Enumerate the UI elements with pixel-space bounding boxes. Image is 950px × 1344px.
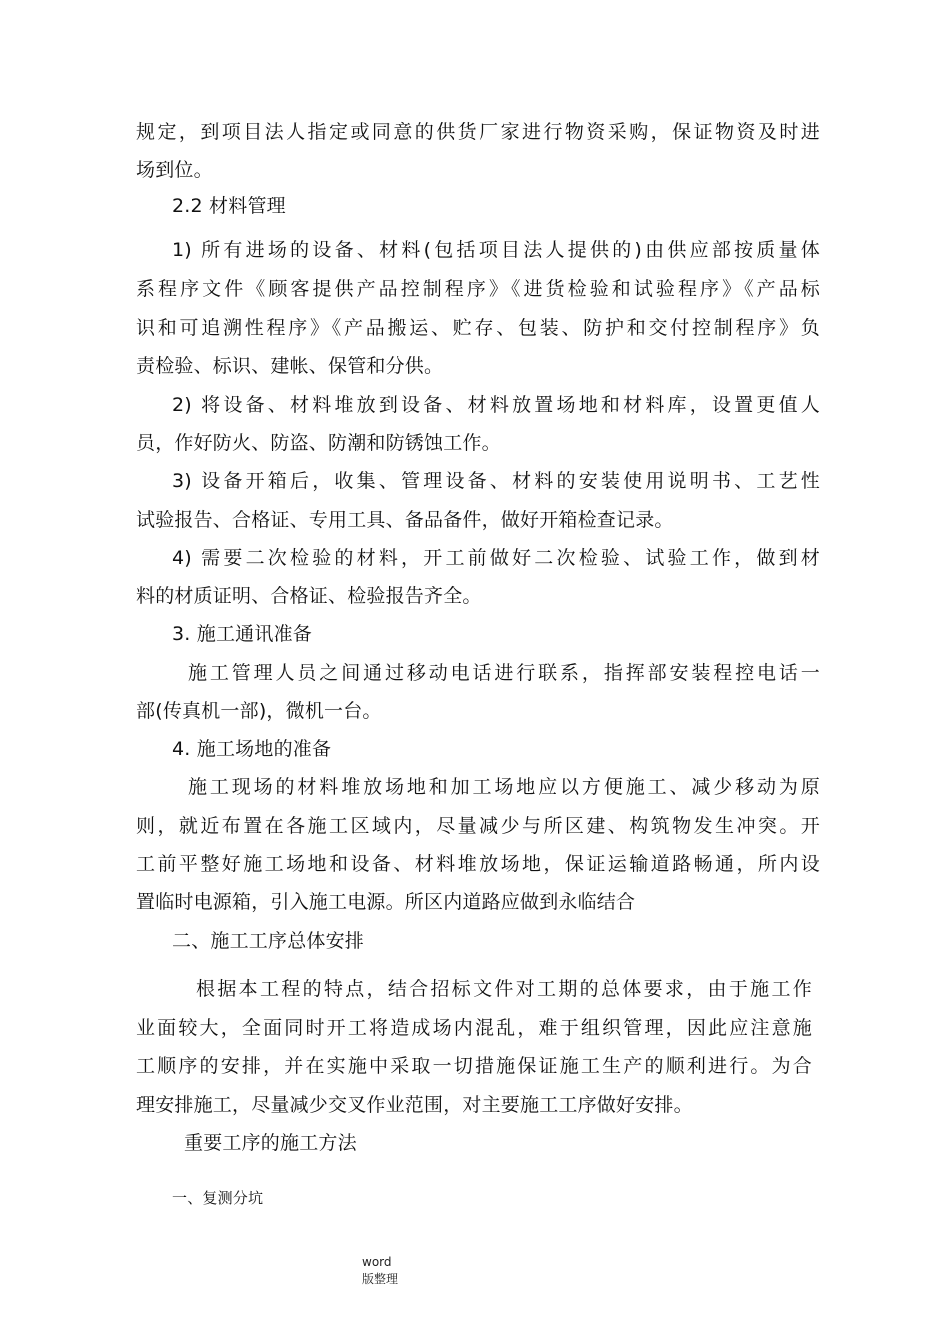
- paragraph-line: 规定，到项目法人指定或同意的供货厂家进行物资采购，保证物资及时进: [136, 121, 820, 143]
- section-heading: 2.2 材料管理: [172, 195, 286, 217]
- paragraph-line: 置临时电源箱，引入施工电源。所区内道路应做到永临结合: [136, 891, 636, 913]
- paragraph-line: 4) 需要二次检验的材料，开工前做好二次检验、试验工作，做到材: [172, 547, 820, 569]
- section-heading: 重要工序的施工方法: [184, 1132, 357, 1154]
- paragraph-line: 系程序文件《顾客提供产品控制程序》《进货检验和试验程序》《产品标: [136, 278, 820, 300]
- section-heading: 一、复测分坑: [172, 1189, 264, 1207]
- paragraph-line: 2) 将设备、材料堆放到设备、材料放置场地和材料库，设置更值人: [172, 394, 820, 416]
- paragraph-line: 施工现场的材料堆放场地和加工场地应以方便施工、减少移动为原: [188, 776, 820, 798]
- section-heading: 4. 施工场地的准备: [172, 738, 332, 760]
- paragraph-line: 料的材质证明、合格证、检验报告齐全。: [136, 585, 482, 607]
- paragraph-line: 场到位。: [136, 159, 213, 181]
- section-heading: 二、施工工序总体安排: [172, 930, 365, 952]
- paragraph-line: 试验报告、合格证、专用工具、备品备件，做好开箱检查记录。: [136, 509, 674, 531]
- paragraph-line: 则，就近布置在各施工区域内，尽量减少与所区建、构筑物发生冲突。开: [136, 815, 820, 837]
- footer-line: word: [362, 1255, 392, 1269]
- paragraph-line: 3) 设备开箱后，收集、管理设备、材料的安装使用说明书、工艺性: [172, 470, 820, 492]
- paragraph-line: 1) 所有进场的设备、材料(包括项目法人提供的)由供应部按质量体: [172, 239, 820, 261]
- paragraph-line: 员，作好防火、防盗、防潮和防锈蚀工作。: [136, 432, 501, 454]
- paragraph-line: 工顺序的安排，并在实施中采取一切措施保证施工生产的顺利进行。为合: [136, 1055, 812, 1077]
- paragraph-line: 施工管理人员之间通过移动电话进行联系，指挥部安装程控电话一: [188, 662, 820, 684]
- paragraph-line: 责检验、标识、建帐、保管和分供。: [136, 355, 444, 377]
- paragraph-line: 识和可追溯性程序》《产品搬运、贮存、包装、防护和交付控制程序》负: [136, 317, 820, 339]
- paragraph-line: 理安排施工，尽量减少交叉作业范围，对主要施工工序做好安排。: [136, 1094, 693, 1116]
- section-heading: 3. 施工通讯准备: [172, 623, 312, 645]
- paragraph-line: 业面较大，全面同时开工将造成场内混乱，难于组织管理，因此应注意施: [136, 1017, 812, 1039]
- paragraph-line: 部(传真机一部)，微机一台。: [136, 700, 382, 722]
- footer-line: 版整理: [362, 1272, 399, 1286]
- paragraph-line: 工前平整好施工场地和设备、材料堆放场地，保证运输道路畅通，所内设: [136, 853, 820, 875]
- paragraph-line: 根据本工程的特点，结合招标文件对工期的总体要求，由于施工作: [196, 978, 812, 1000]
